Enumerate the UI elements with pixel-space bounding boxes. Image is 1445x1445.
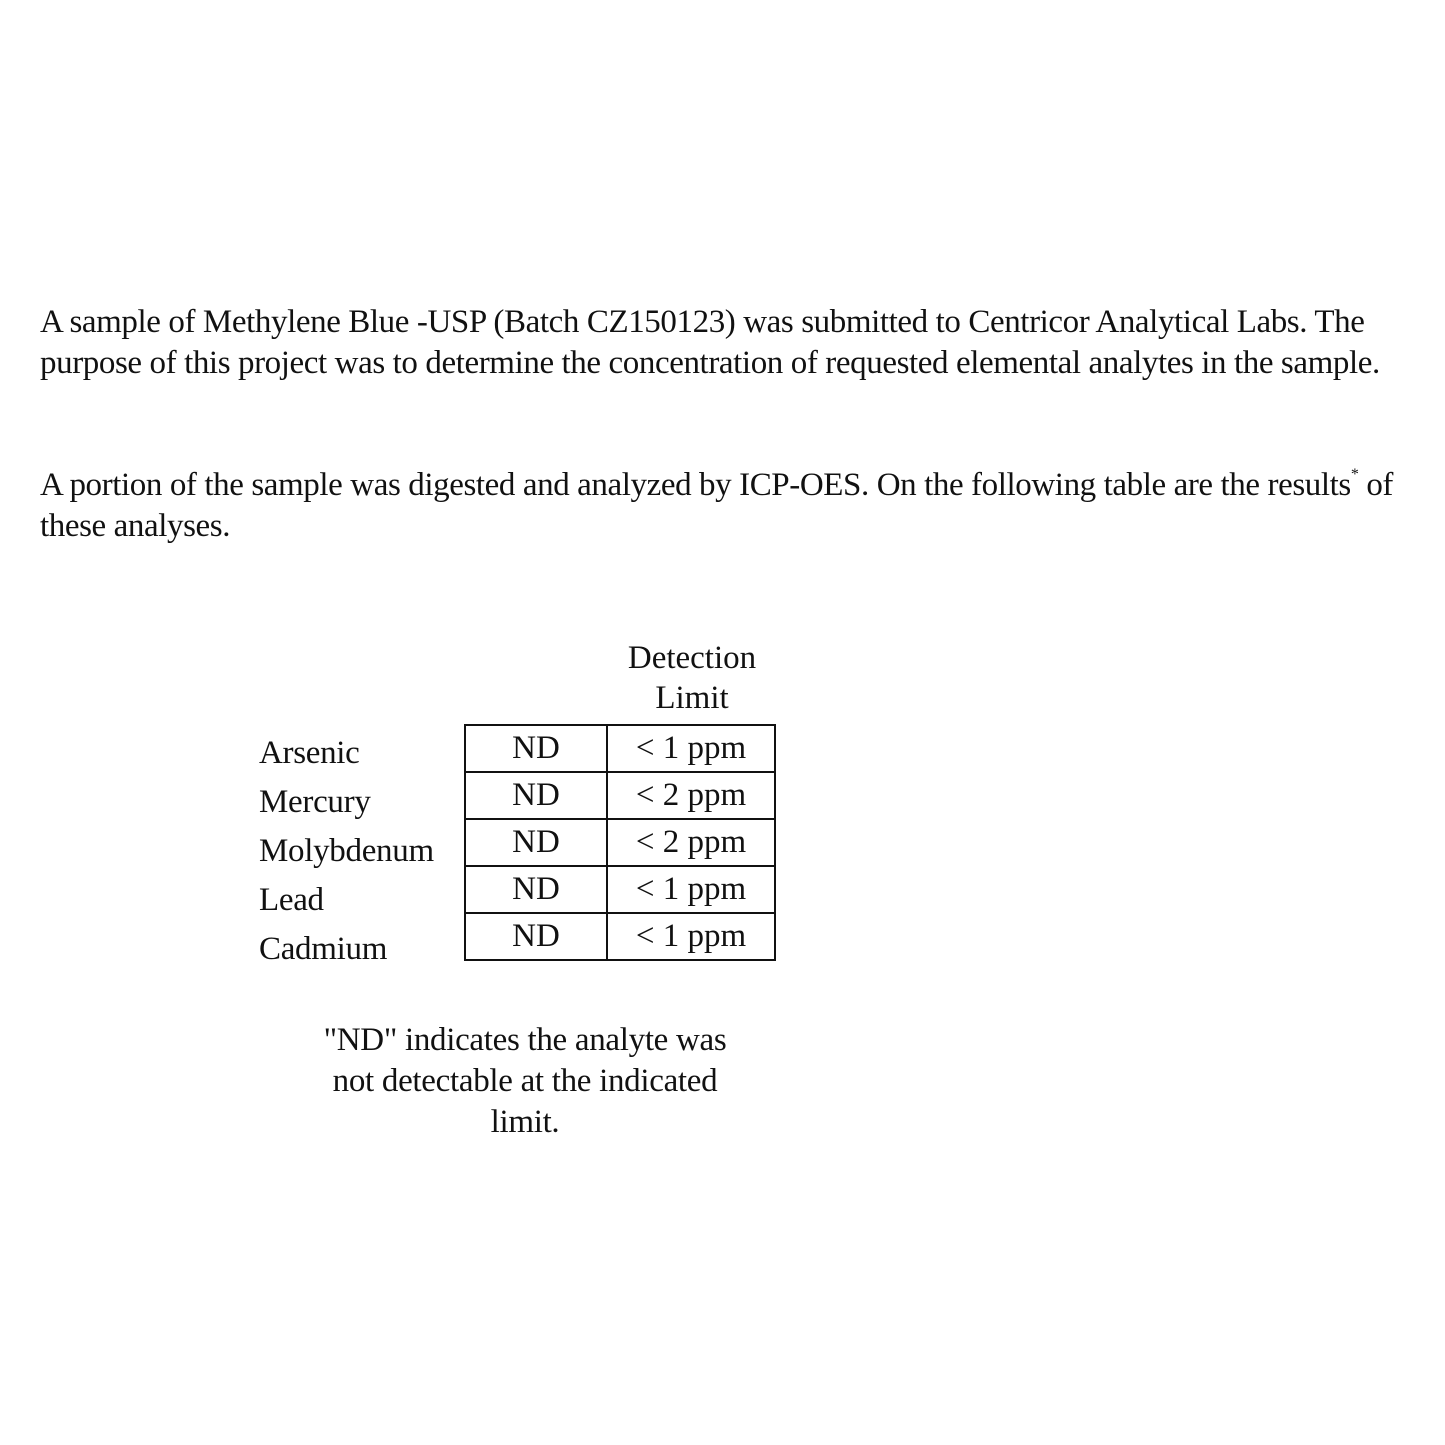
note-line-1: "ND" indicates the analyte was	[323, 1022, 727, 1058]
result-cell: ND	[465, 772, 607, 819]
method-text: A portion of the sample was digested and analyzed by ICP-OES. On the following table are the results	[40, 467, 1351, 503]
header-line-2: Limit	[655, 680, 729, 716]
table-row	[465, 866, 775, 913]
result-cell: ND	[465, 725, 607, 772]
method-paragraph	[40, 465, 1420, 547]
footnote-marker: *	[1350, 466, 1359, 483]
analyte-label: Cadmium	[259, 931, 388, 967]
intro-paragraph: A sample of Methylene Blue -USP (Batch CZ150123) was submitted to Centricor Analytical Labs. The purpose of this project was to determine the concentration of requested elemental analytes in the sample.	[40, 304, 1380, 381]
table-row	[465, 913, 775, 960]
note-line-2: not detectable at the indicated	[332, 1063, 718, 1099]
analyte-label: Arsenic	[259, 735, 360, 771]
analyte-label: Molybdenum	[259, 833, 434, 869]
limit-cell: < 2 ppm	[607, 819, 775, 866]
limit-cell: < 1 ppm	[607, 725, 775, 772]
note-line-3: limit.	[490, 1104, 560, 1140]
analyte-label: Lead	[259, 882, 324, 918]
header-line-1: Detection	[627, 640, 757, 676]
result-cell: ND	[465, 819, 607, 866]
limit-cell: < 2 ppm	[607, 772, 775, 819]
detection-limit-header	[600, 638, 784, 718]
table-row	[465, 819, 775, 866]
analyte-labels	[259, 729, 434, 974]
results-table	[464, 724, 776, 961]
table-row	[465, 725, 775, 772]
limit-cell: < 1 ppm	[607, 866, 775, 913]
limit-cell: < 1 ppm	[607, 913, 775, 960]
nd-footnote	[290, 1020, 760, 1143]
result-cell: ND	[465, 866, 607, 913]
method-text-end: of these analyses.	[40, 467, 1394, 544]
result-cell: ND	[465, 913, 607, 960]
analyte-label: Mercury	[259, 784, 371, 820]
table-row	[465, 772, 775, 819]
